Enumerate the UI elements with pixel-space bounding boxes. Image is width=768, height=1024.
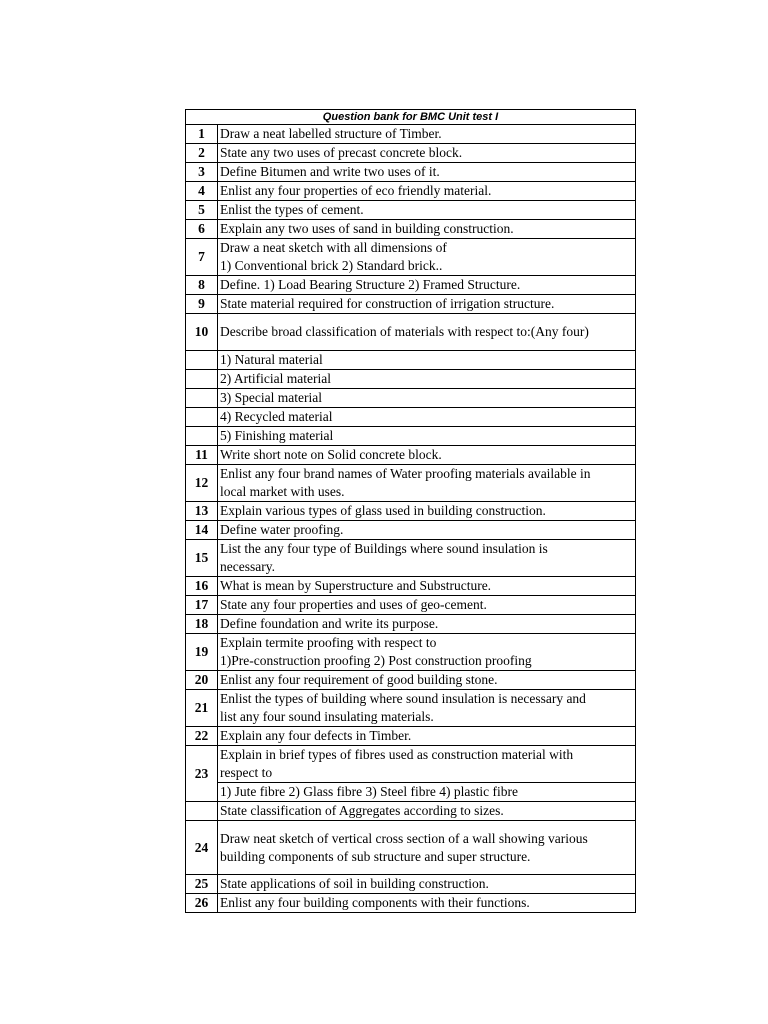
table-row (186, 615, 636, 634)
question-line: necessary. (220, 559, 275, 574)
question-number: 10 (186, 314, 218, 351)
table-row (186, 746, 636, 783)
question-text: State classification of Aggregates according to sizes. (218, 802, 636, 821)
question-text: 3) Special material (218, 389, 636, 408)
question-text: Explain any two uses of sand in building construction. (218, 220, 636, 239)
table-row (186, 894, 636, 913)
table-row (186, 540, 636, 577)
question-number: 17 (186, 596, 218, 615)
question-text (218, 239, 636, 276)
table-row (186, 690, 636, 727)
question-text: State any four properties and uses of geo-cement. (218, 596, 636, 615)
question-number: 1 (186, 125, 218, 144)
question-number: 13 (186, 502, 218, 521)
question-line: Explain termite proofing with respect to (220, 635, 437, 650)
question-text: Define Bitumen and write two uses of it. (218, 163, 636, 182)
question-text: State any two uses of precast concrete block. (218, 144, 636, 163)
question-text (218, 746, 636, 783)
table-row (186, 163, 636, 182)
question-number (186, 370, 218, 389)
table-row (186, 671, 636, 690)
question-number: 9 (186, 295, 218, 314)
question-number (186, 351, 218, 370)
question-number: 15 (186, 540, 218, 577)
question-text: Write short note on Solid concrete block. (218, 446, 636, 465)
question-number: 19 (186, 634, 218, 671)
question-text: Enlist the types of cement. (218, 201, 636, 220)
question-number: 22 (186, 727, 218, 746)
title-row (186, 110, 636, 125)
question-line: 1) Conventional brick 2) Standard brick.. (220, 258, 443, 273)
question-text: Enlist any four building components with their functions. (218, 894, 636, 913)
question-text: Explain any four defects in Timber. (218, 727, 636, 746)
table-title: Question bank for BMC Unit test I (186, 110, 636, 125)
table-row (186, 276, 636, 295)
question-number: 20 (186, 671, 218, 690)
table-row (186, 408, 636, 427)
table-row (186, 465, 636, 502)
question-number: 2 (186, 144, 218, 163)
question-number: 3 (186, 163, 218, 182)
table-row (186, 125, 636, 144)
question-number: 7 (186, 239, 218, 276)
question-text: 1) Natural material (218, 351, 636, 370)
question-number: 16 (186, 577, 218, 596)
question-text: Enlist any four properties of eco friendly material. (218, 182, 636, 201)
question-text: 5) Finishing material (218, 427, 636, 446)
question-text: Describe broad classification of materials with respect to:(Any four) (218, 314, 636, 351)
question-text: Define water proofing. (218, 521, 636, 540)
table-row (186, 314, 636, 351)
question-text: State applications of soil in building construction. (218, 875, 636, 894)
question-number-blank (186, 802, 218, 821)
table-row (186, 821, 636, 875)
question-text (218, 465, 636, 502)
question-text: Explain various types of glass used in building construction. (218, 502, 636, 521)
question-number (186, 408, 218, 427)
question-line: local market with uses. (220, 484, 345, 499)
table-row (186, 446, 636, 465)
question-line: List the any four type of Buildings where sound insulation is (220, 541, 548, 556)
question-number (186, 427, 218, 446)
question-number: 24 (186, 821, 218, 875)
question-number: 26 (186, 894, 218, 913)
question-number: 12 (186, 465, 218, 502)
question-text: What is mean by Superstructure and Substructure. (218, 577, 636, 596)
question-text (218, 821, 636, 875)
table-row (186, 502, 636, 521)
table-row (186, 802, 636, 821)
question-line: Enlist the types of building where sound insulation is necessary and (220, 691, 586, 706)
question-line: Draw a neat sketch with all dimensions of (220, 240, 447, 255)
question-line: Draw neat sketch of vertical cross section of a wall showing various (220, 830, 588, 846)
question-number (186, 389, 218, 408)
question-number: 21 (186, 690, 218, 727)
table-row (186, 220, 636, 239)
table-row (186, 201, 636, 220)
question-text (218, 540, 636, 577)
question-text: 2) Artificial material (218, 370, 636, 389)
question-number: 8 (186, 276, 218, 295)
question-number: 5 (186, 201, 218, 220)
question-text: 1) Jute fibre 2) Glass fibre 3) Steel fibre 4) plastic fibre (218, 783, 636, 802)
question-text: State material required for construction of irrigation structure. (218, 295, 636, 314)
question-line: 1)Pre-construction proofing 2) Post construction proofing (220, 653, 532, 668)
question-number: 18 (186, 615, 218, 634)
question-bank-table (185, 109, 636, 913)
table-row (186, 295, 636, 314)
table-row (186, 727, 636, 746)
table-row (186, 182, 636, 201)
question-line: building components of sub structure and super structure. (220, 848, 531, 864)
question-line: respect to (220, 765, 273, 780)
table-row (186, 875, 636, 894)
table-row (186, 783, 636, 802)
table-row (186, 144, 636, 163)
question-text: Define foundation and write its purpose. (218, 615, 636, 634)
table-row (186, 596, 636, 615)
table-row (186, 521, 636, 540)
table-row (186, 427, 636, 446)
table-row (186, 389, 636, 408)
table-row (186, 351, 636, 370)
question-line: Enlist any four brand names of Water proofing materials available in (220, 466, 591, 481)
question-text: 4) Recycled material (218, 408, 636, 427)
question-text: Enlist any four requirement of good building stone. (218, 671, 636, 690)
question-number: 4 (186, 182, 218, 201)
table-row (186, 634, 636, 671)
question-text: Define. 1) Load Bearing Structure 2) Framed Structure. (218, 276, 636, 295)
table-row (186, 577, 636, 596)
table-row (186, 370, 636, 389)
question-line: list any four sound insulating materials. (220, 709, 434, 724)
question-number: 11 (186, 446, 218, 465)
question-text (218, 690, 636, 727)
question-number: 14 (186, 521, 218, 540)
question-text: Draw a neat labelled structure of Timber. (218, 125, 636, 144)
table-row (186, 239, 636, 276)
question-number: 25 (186, 875, 218, 894)
question-number: 6 (186, 220, 218, 239)
question-number: 23 (186, 746, 218, 802)
question-line: Explain in brief types of fibres used as construction material with (220, 747, 574, 762)
question-text (218, 634, 636, 671)
